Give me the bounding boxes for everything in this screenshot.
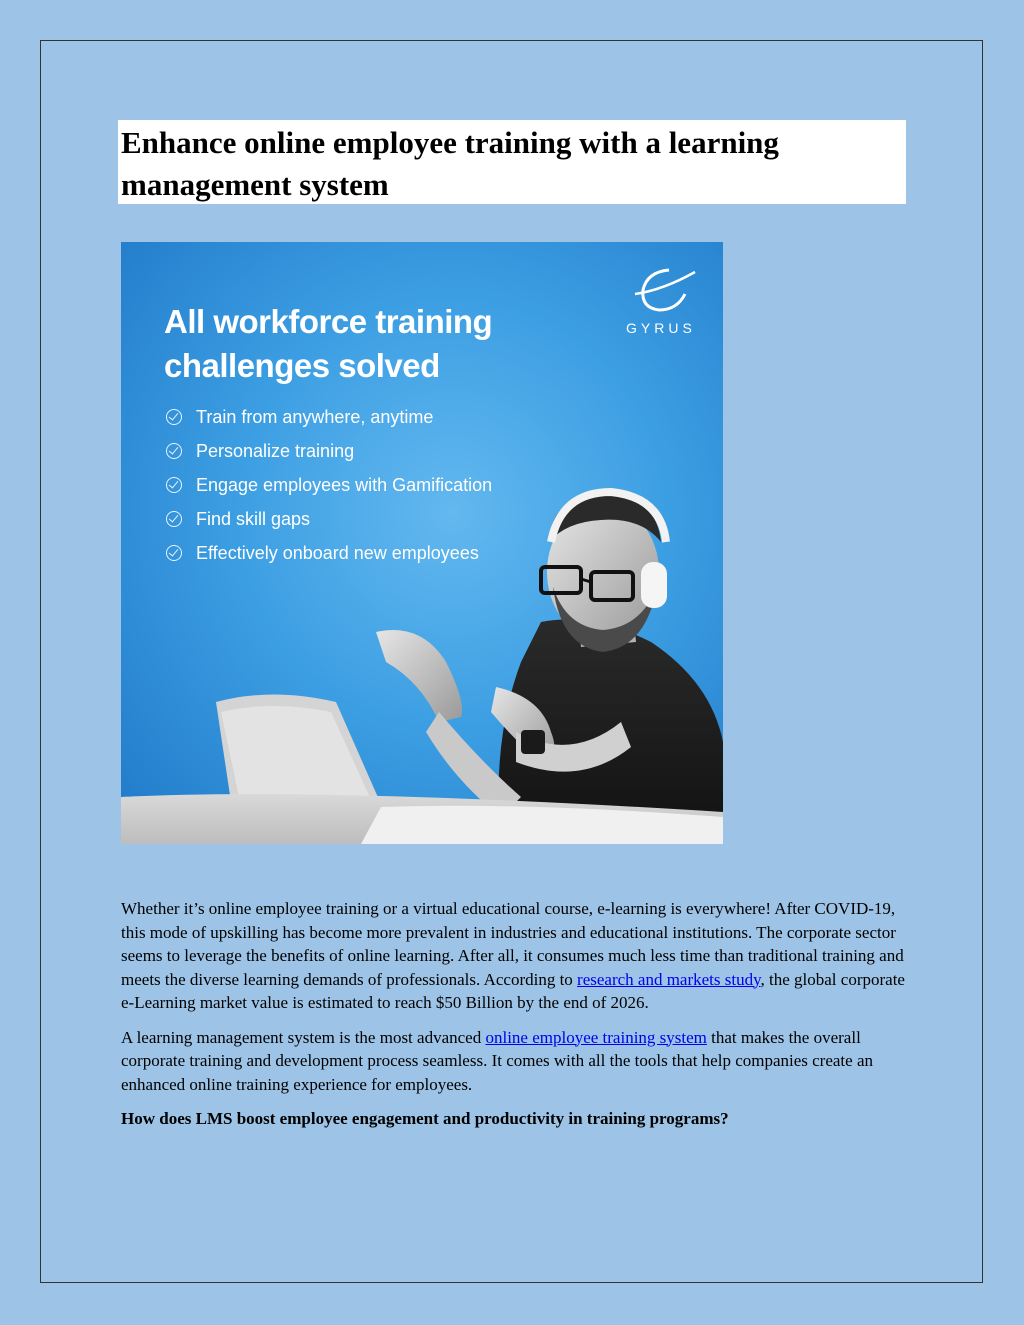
promo-checklist (166, 400, 492, 570)
list-item-label: Train from anywhere, anytime (196, 406, 434, 427)
gyrus-logo (621, 264, 711, 344)
online-training-system-link[interactable]: online employee training system (485, 1027, 707, 1047)
list-item-label: Effectively onboard new employees (196, 542, 479, 563)
logo-text: GYRUS (626, 320, 696, 336)
article-body (121, 897, 906, 1142)
paragraph-text: A learning management system is the most advanced (121, 1027, 486, 1047)
list-item-label: Engage employees with Gamification (196, 474, 493, 495)
promo-headline: All workforce training challenges solved (164, 303, 493, 384)
document-title: Enhance online employee training with a learning management system (121, 125, 779, 202)
list-item (166, 502, 492, 536)
list-item (166, 400, 492, 434)
check-circle-icon (166, 545, 182, 561)
list-item-label: Personalize training (196, 440, 355, 461)
list-item (166, 468, 492, 502)
gyrus-swoosh-icon (629, 264, 701, 318)
research-markets-link[interactable]: research and markets study (577, 969, 761, 989)
list-item-label: Find skill gaps (196, 508, 311, 529)
section-heading: How does LMS boost employee engagement and productivity in training programs? (121, 1109, 729, 1128)
list-item (166, 536, 492, 570)
paragraph-text: that makes the overall corporate training and development process seamless. It comes with all the tools that help companies create an enhanced online training experience for employees. (121, 1027, 874, 1094)
paragraph-text: , the global corporate e-Learning market value is estimated to reach $50 Billion by the end of 2026. (121, 969, 905, 1012)
title-box (118, 120, 906, 204)
check-circle-icon (166, 443, 182, 459)
paragraph-1 (121, 897, 906, 1015)
check-circle-icon (166, 477, 182, 493)
paragraph-text: Whether it’s online employee training or a virtual educational course, e-learning is everywhere! After COVID-19, this mode of upskilling has become more prevalent in industries and educational institutions. The corporate sector seems to leverage the benefits of online learning. After all, it consumes much less time than traditional training and meets the diverse learning demands of professionals. According to (121, 899, 904, 989)
paragraph-2 (121, 1026, 906, 1097)
check-circle-icon (166, 511, 182, 527)
check-circle-icon (166, 409, 182, 425)
promo-image (121, 242, 723, 844)
list-item (166, 434, 492, 468)
